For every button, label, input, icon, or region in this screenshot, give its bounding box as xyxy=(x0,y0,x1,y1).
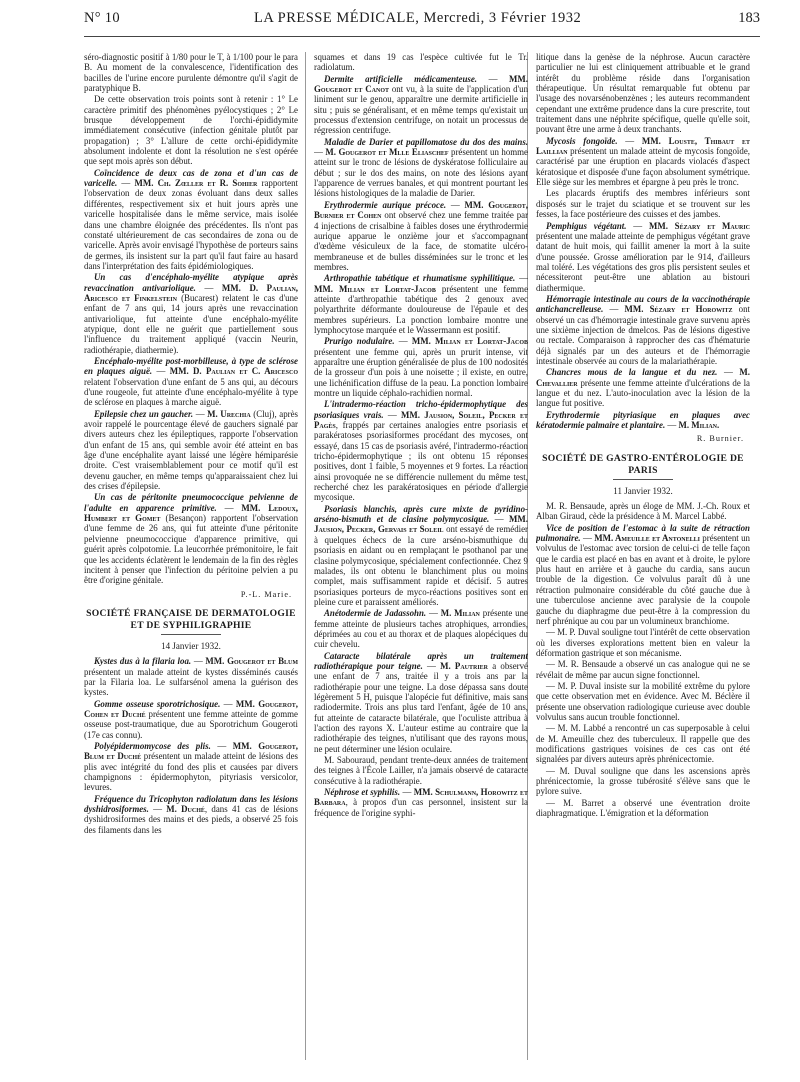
article-title: Vice de position de l'estomac à la suite de rétraction pulmonaire. xyxy=(536,522,750,544)
article-entry: Polyépidermomycose des plis. — MM. Gougerot, Blum et Duché présentent un malade atteint de lésions des plis avec intégrité du fond des plis et causées par divers champignons : épidermophyton, pityriasis versicolor, levures. xyxy=(84,740,298,793)
article-authors: MM. Milian et Lortat-Jacob xyxy=(314,283,436,294)
article-authors: M. Chevallier xyxy=(536,367,750,388)
page-number: 183 xyxy=(738,10,760,26)
article-title: Prurigo nodulaire. xyxy=(324,336,395,347)
article-body: ont observé chez une femme traitée par 4 injections de crisalbine à faibles doses une érythrodermie aurique apparue le onzième jour et s'accompagnant d'œdème vésiculeux de la face, de stomatite ulcéro-membraneuse et de bulles disséminées sur le tronc et les membres. xyxy=(314,210,528,272)
article-authors: MM. Louste, Thibaut et Laillian xyxy=(536,135,750,157)
paragraph: — M. M. Labbé a rencontré un cas superposable à celui de M. Ameuille chez des tuberculeux. Il rappelle que des modifications gastriques voisines de ces cas ont été signalées par divers auteurs après phrénicectomie. xyxy=(536,723,750,765)
article-entry: Arthropathie tabétique et rhumatisme syphilitique. — MM. Milian et Lortat-Jacob présentent une femme atteinte d'arthropathie tabétique des 2 genoux avec polyarthrite déformante douloureuse de l'épaule et des membres supérieurs. La ponction lombaire montre une lymphocytose marquée et le Wassermann est positif. xyxy=(314,273,528,335)
article-title: Arthropathie tabétique et rhumatisme syphilitique. xyxy=(324,273,516,284)
article-entry: L'intradermo-réaction tricho-épidermophytique des psoriasiques vrais. — MM. Jausion, Soleil, Pecker et Pagès, frappés par certaines analogies entre psoriasis et parakératoses psoriasiformes procédant des mycoses, ont essayé, dans 15 cas de psoriasis avéré, l'intradermo-réaction tricho-épidermophytique ; ils ont obtenu 15 réponses positives, dont 1 faible, 5 moyennes et 9 fortes. La réaction ainsi provoquée ne se différencie nullement du même test, recherché chez les parakératosiques en période d'allergie mycosique. xyxy=(314,399,528,503)
article-body: présentent un homme atteint sur le tronc de lésions de dyskératose folliculaire au début ; sur le dos des mains, on note des lésions ayant l'apparence de verrues banales, et qui montrent pourtant les lésions histologiques de la maladie de Darier. xyxy=(314,147,528,199)
section-date: 14 Janvier 1932. xyxy=(161,640,221,651)
article-body: présentent une femme qui, après un prurit intense, vit apparaître une éruption généralisée de plus de 100 nodosités de la grosseur d'un pois à une noisette ; il existe, en outre, une lichénification diffuse de la peau. La ponction lombaire montre un liquide céphalo-rachidien normal. xyxy=(314,346,528,398)
section-rule xyxy=(161,634,221,635)
article-entry: Chancres mous de la langue et du nez. — M. Chevallier présente une femme atteinte d'ulcérations de la langue et du nez. L'auto-inoculation avec la lésion de la langue fut positive. xyxy=(536,367,750,409)
article-entry: Kystes dus à la filaria loa. — MM. Gougerot et Blum présentent un malade atteint de kystes disséminés causés par la Filaria loa. Le sulfarsénol amena la guérison des kystes. xyxy=(84,656,298,698)
article-body: présentent un malade atteint de mycosis fongoïde, caractérisé par une éruption en placards violacés d'aspect kératosique et disposée d'une façon absolument symétrique. Elle siège sur les membres et épargne à peu près le tronc. xyxy=(536,146,750,188)
article-entry: Pemphigus végétant. — MM. Sézary et Mauric présentent une malade atteinte de pemphigus végétant grave datant de huit mois, qui faillit amener la mort à la suite d'une poussée. Grosse amélioration par le 914, d'ailleurs mal toléré. Les végétations des gros plis persistent seules et nécessiteront peut-être une ablation au bistouri diathermique. xyxy=(536,220,750,293)
paragraph: — M. Barret a observé une éventration droite diaphragmatique. L'émigration et la déformation xyxy=(536,797,750,819)
article-authors: MM. Sézary et Mauric xyxy=(648,220,750,231)
paragraph: M. Sabouraud, pendant trente-deux années de traitement des teignes à l'École Lailler, n'a jamais observé de cataracte consécutive à la radiothérapie. xyxy=(314,755,528,786)
article-body: présentent une femme atteinte d'arthropathie tabétique des 2 genoux avec polyarthrite déformante douloureuse de l'épaule et des membres supérieurs. La ponction lombaire montre une lymphocytose marquée et le Wassermann est positif. xyxy=(314,283,528,335)
article-title: L'intradermo-réaction tricho-épidermophytique des psoriasiques vrais. xyxy=(314,399,528,420)
article-entry: Cataracte bilatérale après un traitement radiothérapique pour teigne. — M. Pautrier a observé une enfant de 7 ans, traitée il y a trois ans par la radiothérapie pour une teigne. La dose dépassa sans doute légèrement 5 H, puisque l'alopécie fut définitive, mais sans radiodermite. Trois ans plus tard l'enfant, âgée de 10 ans, fut atteinte de cataracte bilatérale, que l'oculiste attribua à l'action des rayons X. L'auteur estime au contraire que la radiothérapie des teignes, n'utilisant que des rayons mous, ne peut déterminer une lésion oculaire. xyxy=(314,650,528,754)
paragraph: squames et dans 19 cas l'espèce cultivée fut le Tr. radiolatum. xyxy=(314,52,528,73)
article-authors: M. Pautrier xyxy=(440,660,489,671)
article-entry: Fréquence du Tricophyton radiolatum dans les lésions dyshidrosiformes. — M. Duché, dans 41 cas de lésions dyshidrosiformes des mains et des pieds, a observé 25 fois des filaments dans les xyxy=(84,793,298,835)
article-entry: Prurigo nodulaire. — MM. Milian et Lortat-Jacob présentent une femme qui, après un prurit intense, vit apparaître une éruption généralisée de plus de 100 nodosités de la grosseur d'un pois à une noisette ; il existe, en outre, une lichénification diffuse de la peau. La ponction lombaire montre un liquide céphalo-rachidien normal. xyxy=(314,336,528,398)
article-authors: MM. Gougerot, Blum et Duché xyxy=(84,740,298,762)
article-authors: MM. Gougerot, Burnier et Cohen xyxy=(314,199,528,221)
issue-number: N° 10 xyxy=(84,10,120,26)
article-body: présente une femme atteinte d'ulcérations de la langue et du nez. L'auto-inoculation avec la lésion de la langue fut positive. xyxy=(536,377,750,409)
article-entry: Encéphalo-myélite post-morbilleuse, à type de sclérose en plaques aiguë. — MM. D. Paulian et C. Aricesco relatent l'observation d'une enfant de 5 ans qui, au décours d'une rougeole, fut atteinte d'une encéphalo-myélite à type de sclérose en plaques à marche aiguë. xyxy=(84,355,298,408)
article-title: Psoriasis blanchis, après cure mixte de pyridino-arséno-bismuth et de clasine polymycosique. xyxy=(314,503,528,525)
article-title: Polyépidermomycose des plis. xyxy=(94,740,211,751)
article-title: Néphrose et syphilis. xyxy=(324,787,401,798)
article-body: présentent un volvulus de l'estomac avec torsion de celui-ci de telle façon que le cardia est placé en bas en avant et à droite, le pylore plus haut en arrière et à gauche du cardia, sans aucun trouble de la digestion. Ce volvulus paraît dû à une rétraction pulmonaire considérable du côté gauche due à une tuberculose ancienne avec paralysie de la coupole gauche du diaphragme due peut-être à la compression du nerf phrénique au cou par un volumineux branchiome. xyxy=(536,533,750,626)
article-title: Pemphigus végétant. xyxy=(546,220,627,231)
article-authors: MM. Schulmann, Horowitz et Barbara xyxy=(314,787,528,808)
article-entry: Dermite artificielle médicamenteuse. — MM. Gougerot et Canot ont vu, à la suite de l'application d'un liniment sur le genou, apparaître une dermite artificielle in situ ; puis se généralisant, et en même temps qu'existait un processus d'extension centrifuge, on notait un processus de régression centrifuge. xyxy=(314,73,528,136)
article-entry: Maladie de Darier et papillomatose du dos des mains. — M. Gougerot et Mlle Eliaschef présentent un homme atteint sur le tronc de lésions de dyskératose folliculaire au début ; sur le dos des mains, on note des lésions ayant l'apparence de verrues banales, et qui montrent pourtant les lésions histologiques de la maladie de Darier. xyxy=(314,136,528,199)
paragraph: M. R. Bensaude, après un éloge de MM. J.-Ch. Roux et Alban Giraud, cède la présidence à M. Marcel Labbé. xyxy=(536,501,750,522)
article-title: Erythrodermie aurique précoce. xyxy=(324,199,447,210)
article-authors: MM. Gougerot et Blum xyxy=(205,656,298,667)
article-title: Erythrodermie pityriasique en plaques avec kératodermie palmaire et plantaire. xyxy=(536,409,750,431)
column-divider-1 xyxy=(305,52,306,1060)
column-2 xyxy=(314,52,528,1062)
article-authors: MM. Ledoux, Humbert et Gomet xyxy=(84,502,298,524)
article-title: Kystes dus à la filaria loa. xyxy=(94,656,192,667)
article-entry: Psoriasis blanchis, après cure mixte de pyridino-arséno-bismuth et de clasine polymycosique. — MM. Jausion, Pecker, Gervais et Soleil ont essayé de remédier à quelques échecs de la cure arséno-bismuthique du psoriasis en aidant ou en remplaçant le psothanol par une clasine polymycosique, spécialement confectionnée. Chez 9 malades, ils ont obtenu le blanchiment plus ou moins complet, mais suffisamment rapide et décisif. 5 autres psoriasiques porteurs de myco-réactions positives sont en pleine cure et paraissent améliorés. xyxy=(314,503,528,607)
article-title: Mycosis fongoïde. xyxy=(546,135,618,146)
article-authors: MM. Sézary et Horowitz xyxy=(624,304,733,315)
article-authors: M. Milian. xyxy=(678,420,720,431)
article-body: rapportent l'observation de deux zonas évoluant dans deux salles différentes, respectivement six et huit jours après une varicelle hospitalisée dans le même service, mais isolée dans une chambre éloignée des précédentes. Ils n'ont pas constaté ultérieurement de cas secondaires de zona ou de varicelle. Après avoir envisagé l'hypothèse de porteurs sains de germes, ils insistent sur la part qu'il faut faire au hasard dans l'interprétation des faits épidémiologiques. xyxy=(84,178,298,271)
signature: P.-L. Marie. xyxy=(240,589,292,599)
paragraph: — M. R. Bensaude a observé un cas analogue qui ne se révélait de même par aucun signe fonctionnel. xyxy=(536,659,750,680)
article-authors: MM. D. Paulian, Aricesco et Finkelstein xyxy=(84,282,298,303)
section-title: SOCIÉTÉ FRANÇAISE DE DERMATOLOGIE ET DE SYPHILIGRAPHIE xyxy=(86,607,296,631)
column-3 xyxy=(536,52,750,1062)
article-body: présentent une malade atteinte de pemphigus végétant grave datant de huit mois, qui faillit amener la mort à la suite d'une poussée. Grosse amélioration par le 914, d'ailleurs mal toléré. Les végétations des gros plis persistent seules et nécessiteront peut-être une ablation au bistouri diathermique. xyxy=(536,230,750,293)
column-1 xyxy=(84,52,298,1062)
article-body: relatent l'observation d'une enfant de 5 ans qui, au décours d'une rougeole, fut atteinte d'une encéphalo-myélite à type de sclérose en plaques à marche aiguë. xyxy=(84,376,298,408)
article-entry: Coïncidence de deux cas de zona et d'un cas de varicelle. — MM. Ch. Zœller et R. Sohier rapportent l'observation de deux zonas évoluant dans deux salles différentes, respectivement six et huit jours après une varicelle hospitalisée dans le même service, mais isolée dans une chambre éloignée des précédentes. Ils n'ont pas constaté ultérieurement de cas secondaires de zona ou de varicelle. Après avoir envisagé l'hypothèse de porteurs sains de germes, ils insistent sur la part qu'il faut faire au hasard dans l'interprétation des faits épidémiologiques. xyxy=(84,167,298,271)
article-body: a observé une enfant de 7 ans, traitée il y a trois ans par la radiothérapie pour une teigne. La dose dépassa sans doute légèrement 5 H, puisque l'alopécie fut définitive, mais sans radiodermite. Trois ans plus tard l'enfant, âgée de 10 ans, fut atteinte de cataracte bilatérale, que l'oculiste attribua à l'action des rayons X. L'auteur estime au contraire que la radiothérapie des teignes, n'utilisant que des rayons mous, ne peut déterminer une lésion oculaire. xyxy=(314,660,528,754)
page-header xyxy=(84,10,760,34)
article-body: (Besançon) rapportent l'observation d'une femme de 26 ans, qui fut atteinte d'une péritonite pelvienne pneumococcique d'apparence primitive, qui guérit après colpotomie. La leucorrhée prémonitoire, le fait que les accidents éclatèrent le lendemain de la fin des règles incitent à penser que l'infection du péritoine pelvien a pu être d'origine génitale. xyxy=(84,513,298,586)
article-entry: Vice de position de l'estomac à la suite de rétraction pulmonaire. — MM. Ameuille et Antonelli présentent un volvulus de l'estomac avec torsion de celui-ci de telle façon que le cardia est placé en bas en avant et à droite, le pylore plus haut en arrière et à gauche du cardia, sans aucun trouble de la digestion. Ce volvulus paraît dû à une rétraction pulmonaire considérable du côté gauche due à une tuberculose ancienne avec paralysie de la coupole gauche du diaphragme due peut-être à la compression du nerf phrénique au cou par un volumineux branchiome. xyxy=(536,522,750,626)
article-entry: Un cas de péritonite pneumococcique pelvienne de l'adulte en apparence primitive. — MM. Ledoux, Humbert et Gomet (Besançon) rapportent l'observation d'une femme de 26 ans, qui fut atteinte d'une péritonite pelvienne pneumococcique d'apparence primitive, qui guérit après colpotomie. La leucorrhée prémonitoire, le fait que les accidents éclatèrent le lendemain de la fin des règles incitent à penser que l'infection du péritoine pelvien a pu être d'origine génitale. xyxy=(84,492,298,586)
article-authors: M. Milian xyxy=(440,608,480,619)
article-authors: MM. Ameuille et Antonelli xyxy=(594,533,700,544)
article-title: Encéphalo-myélite post-morbilleuse, à type de sclérose en plaques aiguë. xyxy=(84,355,298,377)
article-authors: MM. Jausion, Pecker, Gervais et Soleil xyxy=(314,514,528,535)
paragraph: De cette observation trois points sont à retenir : 1° Le caractère primitif des phénomènes pyélocystiques ; 2° Le brusque développement de l'orchi-épididymite immédiatement consécutive (infection génitale plutôt par propagation) ; 3° L'allure de cette orchi-épididymite absolument indolente et dont la résolution ne s'est opérée que sept mois après son début. xyxy=(84,94,298,167)
article-title: Gomme osseuse sporotrichosique. xyxy=(94,698,221,709)
article-title: Hémorragie intestinale au cours de la vaccinothérapie antichancrelleuse. xyxy=(536,293,750,315)
article-title: Epilepsie chez un gaucher. xyxy=(94,408,194,419)
paragraph: — M. P. Duval insiste sur la mobilité extrême du pylore que cette observation met en évidence. Avec M. Béclère il présente une observation radiologique curieuse avec double volvulus sans aucun trouble fonctionnel. xyxy=(536,680,750,722)
article-title: Maladie de Darier et papillomatose du dos des mains. xyxy=(324,136,528,147)
article-entry: Mycosis fongoïde. — MM. Louste, Thibaut et Laillian présentent un malade atteint de mycosis fongoïde, caractérisé par une éruption en placards violacés d'aspect kératosique et disposée d'une façon absolument symétrique. Elle siège sur les membres et épargne à peu près le tronc. xyxy=(536,135,750,188)
article-body: présentent une femme atteinte de gomme osseuse post-traumatique, due au Sporotrichum Gougeroti (17e cas connu). xyxy=(84,708,298,740)
paragraph: — M. P. Duval souligne tout l'intérêt de cette observation où les diverses explorations mettent bien en valeur la déformation gastrique et son mécanisme. xyxy=(536,627,750,658)
article-body: , à propos d'un cas personnel, insistent sur la fréquence de l'origine syphi- xyxy=(314,797,528,818)
article-entry: Epilepsie chez un gaucher. — M. Urechia (Cluj), après avoir rappelé le pourcentage élevé de gauchers signalé par divers auteurs chez les épileptiques, rapporte l'observation d'un enfant de 15 ans, qui semble avoir été atteint en bas âge d'une encéphalite ayant laissé une légère hémiparésie droite. C'est vraisemblablement pour ce motif qu'il est devenu gaucher, en même temps qu'apparaissaient chez lui des crises d'épilepsie. xyxy=(84,408,298,492)
article-title: Cataracte bilatérale après un traitement radiothérapique pour teigne. xyxy=(314,650,528,671)
article-title: Anétodermie de Jadassohn. xyxy=(324,608,427,619)
article-entry: Erythrodermie pityriasique en plaques avec kératodermie palmaire et plantaire. — M. Milian. xyxy=(536,409,750,431)
signature: R. Burnier. xyxy=(696,434,744,444)
article-authors: M. Urechia xyxy=(207,408,251,419)
article-body: (Bucarest) relatent le cas d'une enfant de 7 ans qui, 14 jours après une revaccination antivariolique, fut atteinte d'une encéphalo-myélite atypique, dont elle ne guérit que partiellement sous l'influence du traitement appliqué (vaccin Neurin, radiothérapie, diathermie). xyxy=(84,292,298,355)
article-entry: Anétodermie de Jadassohn. — M. Milian présente une femme atteinte de plusieurs taches atrophiques, arrondies, déprimées au cou et au thorax et de plaques alopéciques du cuir chevelu. xyxy=(314,608,528,650)
article-body: ont observé un cas d'hémorragie intestinale grave survenu après une sixième injection de dmelcos. Pas de lésions digestive ou rectale. Comparaison à rapprocher des cas d'hématurie déjà signalés par un des auteurs et de l'hémorragie intestinale observée au cours de la malariathérapie. xyxy=(536,304,750,366)
section-rule xyxy=(613,479,673,480)
article-title: Fréquence du Tricophyton radiolatum dans les lésions dyshidrosiformes. xyxy=(84,793,298,815)
article-body: ont essayé de remédier à quelques échecs de la cure arséno-bismuthique du psoriasis en aidant ou en remplaçant le psothanol par une clasine polymycosique, spécialement confectionnée. Chez 9 malades, ils ont obtenu le blanchiment plus ou moins complet, mais suffisamment rapide et décisif. 5 autres psoriasiques porteurs de myco-réactions positives sont en pleine cure et paraissent améliorés. xyxy=(314,524,528,607)
article-entry: Gomme osseuse sporotrichosique. — MM. Gougerot, Cohen et Duché présentent une femme atteinte de gomme osseuse post-traumatique, due au Sporotrichum Gougeroti (17e cas connu). xyxy=(84,698,298,740)
header-rule xyxy=(84,36,760,37)
article-authors: M. Duché xyxy=(166,804,205,815)
article-entry: Néphrose et syphilis. — MM. Schulmann, Horowitz et Barbara, à propos d'un cas personnel, insistent sur la fréquence de l'origine syphi- xyxy=(314,787,528,818)
section-title: SOCIÉTÉ DE GASTRO-ENTÉROLOGIE DE PARIS xyxy=(542,452,744,476)
article-title: Dermite artificielle médicamenteuse. xyxy=(324,73,478,84)
article-title: Chancres mous de la langue et du nez. xyxy=(546,367,718,378)
article-title: Coïncidence de deux cas de zona et d'un cas de varicelle. xyxy=(84,167,298,189)
article-authors: MM. Ch. Zœller et R. Sohier xyxy=(134,178,258,189)
article-body: , frappés par certaines analogies entre psoriasis et parakératoses psoriasiformes procédant des mycoses, ont essayé, dans 15 cas de psoriasis avéré, l'intradermo-réaction tricho-épidermophytique ; ils ont obtenu 15 réponses positives, dont 1 faible, 5 moyennes et 9 fortes. La réaction ainsi provoquée ne se différencie nullement du même test, recherché chez les parakératosiques en période d'allergie mycosique. xyxy=(314,420,528,503)
article-body: (Cluj), après avoir rappelé le pourcentage élevé de gauchers signalé par divers auteurs chez les épileptiques, rapporte l'observation d'un enfant de 15 ans, qui semble avoir été atteint en bas âge d'une encéphalite ayant laissé une légère hémiparésie droite. C'est vraisemblablement pour ce motif qu'il est devenu gaucher, en même temps qu'apparaissaient chez lui des crises d'épilepsie. xyxy=(84,408,298,492)
article-entry: Un cas d'encéphalo-myélite atypique après revaccination antivariolique. — MM. D. Paulian, Aricesco et Finkelstein (Bucarest) relatent le cas d'une enfant de 7 ans qui, 14 jours après une revaccination antivariolique, fut atteinte d'une encéphalo-myélite atypique, dont elle ne guérit que partiellement sous l'influence du traitement appliqué (vaccin Neurin, radiothérapie, diathermie). xyxy=(84,272,298,355)
paragraph: — M. Duval souligne que dans les ascensions après phrénicectomie, la grosse tubérosité s'élève sans que le pylore suive. xyxy=(536,765,750,797)
article-authors: MM. Gougerot et Canot xyxy=(314,73,528,95)
article-authors: MM. Milian et Lortat-Jacob xyxy=(411,336,528,347)
article-authors: MM. D. Paulian et C. Aricesco xyxy=(169,366,298,377)
journal-title: LA PRESSE MÉDICALE, Mercredi, 3 Février 1932 xyxy=(254,10,582,26)
section-date: 11 Janvier 1932. xyxy=(613,485,673,496)
article-title: Un cas de péritonite pneumococcique pelvienne de l'adulte en apparence primitive. xyxy=(84,492,298,513)
article-authors: M. Gougerot et Mlle Eliaschef xyxy=(325,147,449,158)
article-entry: Erythrodermie aurique précoce. — MM. Gougerot, Burnier et Cohen ont observé chez une femme traitée par 4 injections de crisalbine à faibles doses une érythrodermie aurique apparue le onzième jour et s'accompagnant d'œdème vésiculeux de la face, de stomatite ulcéro-membraneuse et de bulles disséminées sur le tronc et les membres. xyxy=(314,199,528,272)
article-authors: MM. Jausion, Soleil, Pecker et Pagès xyxy=(314,409,528,431)
article-authors: MM. Gougerot, Cohen et Duché xyxy=(84,698,298,719)
article-body: présente une femme atteinte de plusieurs taches atrophiques, arrondies, déprimées au cou et au thorax et de plaques alopéciques du cuir chevelu. xyxy=(314,608,528,650)
article-body: ont vu, à la suite de l'application d'un liniment sur le genou, apparaître une dermite artificielle in situ ; puis se généralisant, et en même temps qu'existait un processus d'extension centrifuge, on notait un processus de régression centrifuge. xyxy=(314,84,528,136)
article-title: Un cas d'encéphalo-myélite atypique après revaccination antivariolique. xyxy=(84,272,298,293)
paragraph: litique dans la genèse de la néphrose. Aucun caractère particulier ne lui est cliniquement attribuable et le grand intérêt du problème réside dans l'organisation thérapeutique. Un résultat remarquable fut obtenu par l'usage des novarsénobenzènes ; les auteurs recommandent cependant une extrême prudence dans la cure prescrite, tout traitement dans une néphrite spécifique, quelle qu'elle soit, pouvant être une arme à deux tranchants. xyxy=(536,52,750,135)
paragraph: Les placards éruptifs des membres inférieurs sont disposés sur le trajet du sciatique et se trouvent sur les fesses, la face postérieure des cuisses et des jambes. xyxy=(536,188,750,220)
article-body: présentent un malade atteint de kystes disséminés causés par la Filaria loa. Le sulfarsénol amena la guérison des kystes. xyxy=(84,666,298,698)
article-body: , dans 41 cas de lésions dyshidrosiformes des mains et des pieds, a observé 25 fois des filaments dans les xyxy=(84,804,298,835)
article-body: présentent un malade atteint de lésions des plis avec intégrité du fond des plis et causées par divers champignons : épidermophyton, pityriasis versicolor, levures. xyxy=(84,751,298,793)
article-entry: Hémorragie intestinale au cours de la vaccinothérapie antichancrelleuse. — MM. Sézary et Horowitz ont observé un cas d'hémorragie intestinale grave survenu après une sixième injection de dmelcos. Pas de lésions digestive ou rectale. Comparaison à rapprocher des cas d'hématurie déjà signalés par un des auteurs et de l'hémorragie intestinale observée au cours de la malariathérapie. xyxy=(536,293,750,366)
paragraph: séro-diagnostic positif à 1/80 pour le T, à 1/100 pour le para B. Au moment de la convalescence, l'identification des bacilles de l'urine encore purulente démontre qu'il s'agit de paratyphique B. xyxy=(84,52,298,94)
